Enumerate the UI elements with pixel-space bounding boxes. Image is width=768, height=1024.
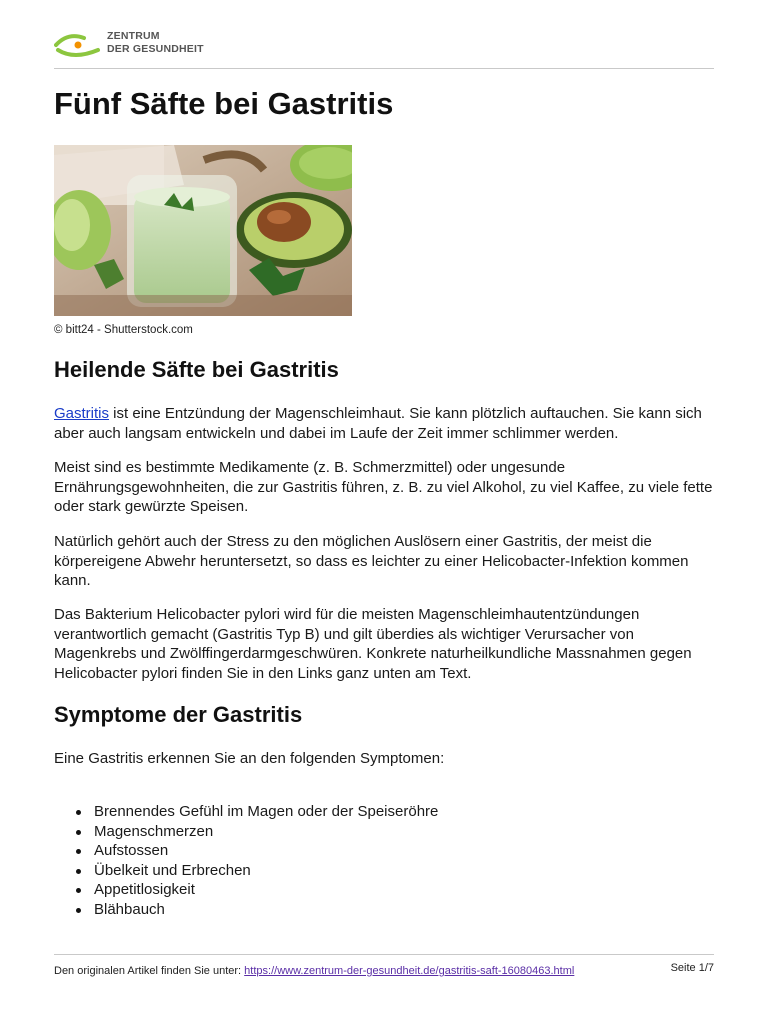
logo-mark-icon [54,30,102,58]
logo-wordmark [107,30,204,56]
article-image [54,145,352,316]
paragraph-helicobacter: Das Bakterium Helicobacter pylori wird für die meisten Magenschleimhautentzündungen verantwortlich gemacht (Gastritis Typ B) und gilt überdies als wichtiger Verursacher von Magenkrebs und Zwölffingerdarmgeschwüren. Konkrete naturheilkundliche Massnahmen gegen Helicobacter pylori finden Sie in den Links ganz unten am Text. [54,606,692,683]
article-title: Fünf Säfte bei Gastritis [54,86,394,121]
list-item: Aufstossen [94,841,438,861]
smoothie-illustration [54,145,352,316]
paragraph-intro-text: ist eine Entzündung der Magenschleimhaut. Sie kann plötzlich auftauchen. Sie kann sich aber auch langsam entwickeln und dabei im Laufe der Zeit immer schlimmer werden. [54,405,702,442]
original-article-link[interactable]: https://www.zentrum-der-gesundheit.de/gastritis-saft-16080463.html [244,965,575,977]
gastritis-link[interactable]: Gastritis [54,405,110,422]
list-item: Brennendes Gefühl im Magen oder der Speiseröhre [94,803,439,820]
list-item: Appetitlosigkeit [94,880,438,900]
footer-source [54,965,574,977]
page-header [54,28,714,60]
list-item: Blähbauch [94,900,438,920]
list-item: Übelkeit und Erbrechen [94,861,438,881]
section-heading-symptome: Symptome der Gastritis [54,702,303,727]
logo-line-2: DER GESUNDHEIT [107,43,204,55]
symptom-list [54,802,438,920]
site-logo[interactable] [54,28,214,60]
paragraph-causes: Meist sind es bestimmte Medikamente (z. B. Schmerzmittel) oder ungesunde Ernährungsgewohnheiten, die zur Gastritis führen, z. B. zu viel Alkohol, zu viel Kaffee, zu viele fette oder stark gewürzte Speisen. [54,459,713,516]
footer-divider [54,954,714,955]
paragraph-symptoms-intro: Eine Gastritis erkennen Sie an den folgenden Symptomen: [54,750,445,767]
logo-line-1: ZENTRUM [107,30,160,42]
image-caption: © bitt24 - Shutterstock.com [54,324,193,336]
section-heading-heilende-saefte: Heilende Säfte bei Gastritis [54,357,339,382]
footer-prefix: Den originalen Artikel finden Sie unter: [54,965,245,977]
page-number: Seite 1/7 [670,962,714,974]
paragraph-intro [54,404,720,443]
paragraph-stress: Natürlich gehört auch der Stress zu den möglichen Auslösern einer Gastritis, der meist die körpereigene Abwehr heruntersetzt, so dass es leichter zu einer Helicobacter-Infektion kommen kann. [54,533,689,590]
list-item: Magenschmerzen [94,822,438,842]
header-divider [54,68,714,69]
